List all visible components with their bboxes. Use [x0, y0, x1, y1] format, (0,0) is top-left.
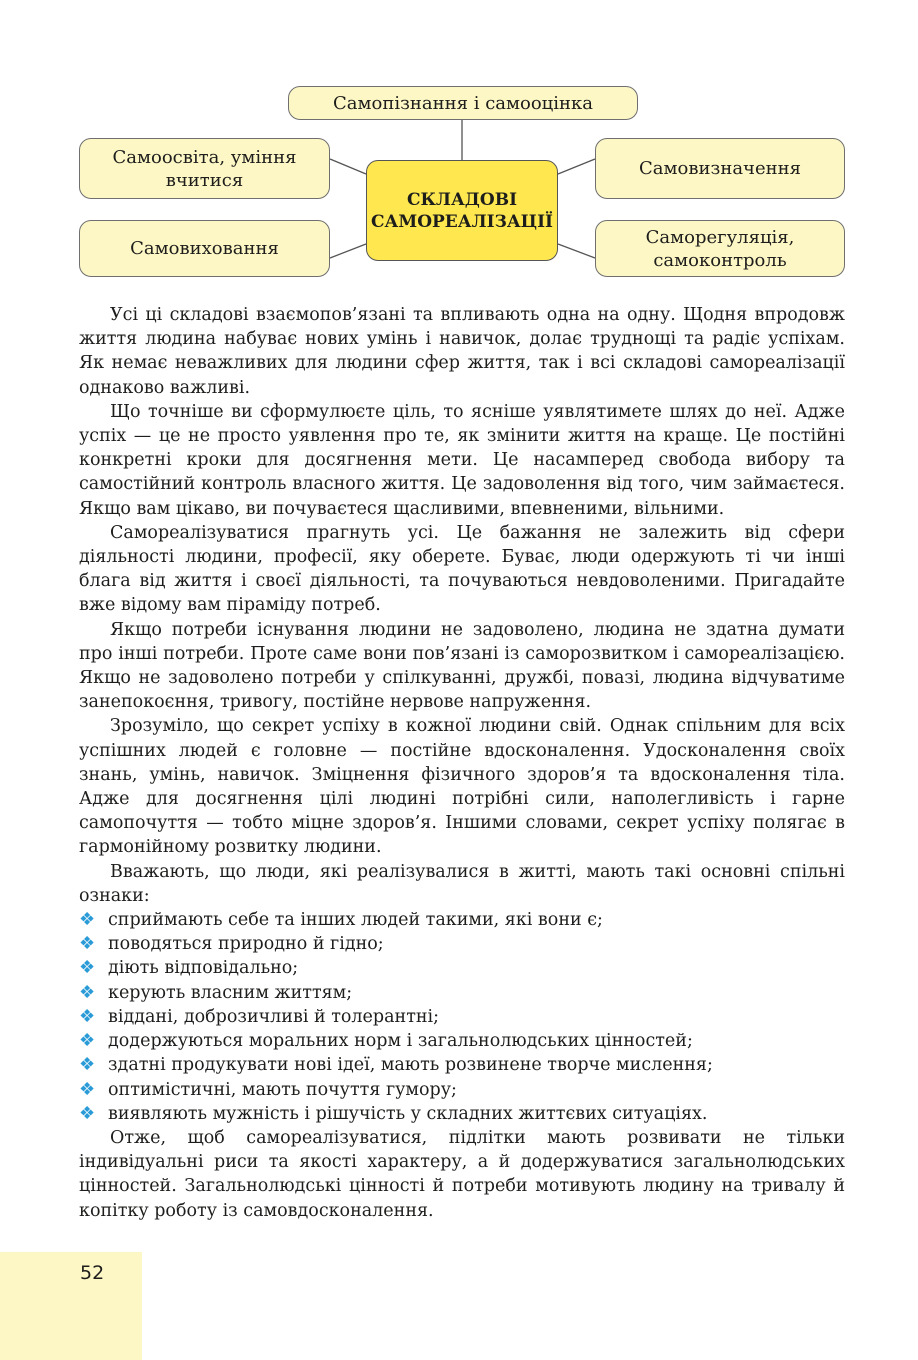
- paragraph: Усі ці складові взаємопов’язані та впливають одна на одну. Щодня впродовж життя людина набуває нових умінь і навичок, долає труднощі та радіє успіхам. Як немає неважливих для людини сфер життя, так і всі складові самореалізації однаково важливі.: [79, 305, 845, 398]
- paragraph: Вважають, що люди, які реалізувалися в житті, мають такі основні спільні ознаки:: [79, 861, 845, 906]
- diamond-bullet-icon: ❖: [79, 909, 96, 931]
- components-diagram: [0, 0, 918, 290]
- list-item: ❖ поводяться природно й гідно;: [79, 932, 845, 956]
- list-item: ❖ оптимістичні, мають почуття гумору;: [79, 1078, 845, 1102]
- list-item: ❖ виявляють мужність і рішучість у складних життєвих ситуаціях.: [79, 1102, 845, 1126]
- list-item: ❖ сприймають себе та інших людей такими, які вони є;: [79, 908, 845, 932]
- closing-paragraph: Отже, щоб самореалізуватися, підлітки мають розвивати не тільки індивідуальні риси та якості характеру, а й додержуватися загальнолюдських цінностей. Загальнолюдські цінності й потреби мотивують людину на тривалу й копітку роботу із самовдосконалення.: [79, 1127, 845, 1221]
- traits-list: [79, 908, 845, 1126]
- node-self-determination: Самовизначення: [595, 138, 845, 199]
- paragraph: Зрозуміло, що секрет успіху в кожної людини свій. Однак спільним для всіх успішних людей є головне — постійне вдосконалення. Удосконалення своїх знань, умінь, навичок. Зміцнення фізичного здоров’я та вдосконалення тіла. Адже для досягнення цілі людині потрібні сили, наполегливість і гарне самопочуття — тобто міцне здоров’я. Іншими словами, секрет успіху полягає в гармонійному розвитку людини.: [79, 716, 845, 858]
- node-center-components: СКЛАДОВІ САМОРЕАЛІЗАЦІЇ: [366, 160, 558, 261]
- diamond-bullet-icon: ❖: [79, 933, 96, 955]
- diamond-bullet-icon: ❖: [79, 1078, 96, 1100]
- paragraph: Що точніше ви сформулюєте ціль, то ясніше уявлятимете шлях до неї. Адже успіх — це не просто уявлення про те, як змінити життя на краще. Це постійні конкретні кроки для досягнення мети. Це насамперед свобода вибору та самостійний контроль власного життя. Це задоволення від того, чим займаєтеся. Якщо вам цікаво, ви почуваєтеся щасливими, впевненими, вільними.: [79, 401, 845, 519]
- node-self-upbringing: Самовиховання: [79, 220, 330, 277]
- page-corner-decoration: [0, 1252, 142, 1360]
- list-item: ❖ додержуються моральних норм і загальнолюдських цінностей;: [79, 1029, 845, 1053]
- list-item: ❖ діють відповідально;: [79, 956, 845, 980]
- diamond-bullet-icon: ❖: [79, 957, 96, 979]
- node-self-education: Самоосвіта, уміння вчитися: [79, 138, 330, 199]
- body-text: [79, 303, 845, 1223]
- paragraph: Самореалізуватися прагнуть усі. Це бажання не залежить від сфери діяльності людини, професії, яку оберете. Буває, люди одержують ті чи інші блага від життя і своєї діяльності, та почуваються невдоволеними. Пригадайте вже відому вам піраміду потреб.: [79, 522, 845, 616]
- list-item: ❖ керують власним життям;: [79, 981, 845, 1005]
- list-item: ❖ здатні продукувати нові ідеї, мають розвинене творче мислення;: [79, 1053, 845, 1077]
- list-item: ❖ віддані, доброзичливі й толерантні;: [79, 1005, 845, 1029]
- diamond-bullet-icon: ❖: [79, 1030, 96, 1052]
- page-number: 52: [80, 1262, 105, 1284]
- diamond-bullet-icon: ❖: [79, 1102, 96, 1124]
- diamond-bullet-icon: ❖: [79, 1005, 96, 1027]
- diamond-bullet-icon: ❖: [79, 981, 96, 1003]
- node-self-knowledge: Самопізнання і самооцінка: [288, 86, 638, 120]
- node-self-regulation: Саморегуляція, самоконтроль: [595, 220, 845, 277]
- diamond-bullet-icon: ❖: [79, 1054, 96, 1076]
- paragraph: Якщо потреби існування людини не задоволено, людина не здатна думати про інші потреби. Проте саме вони пов’язані із саморозвитком і самореалізацією. Якщо не задоволено потреби у спілкуванні, дружбі, повазі, людина відчуватиме занепокоєння, тривогу, постійне нервове напруження.: [79, 619, 845, 713]
